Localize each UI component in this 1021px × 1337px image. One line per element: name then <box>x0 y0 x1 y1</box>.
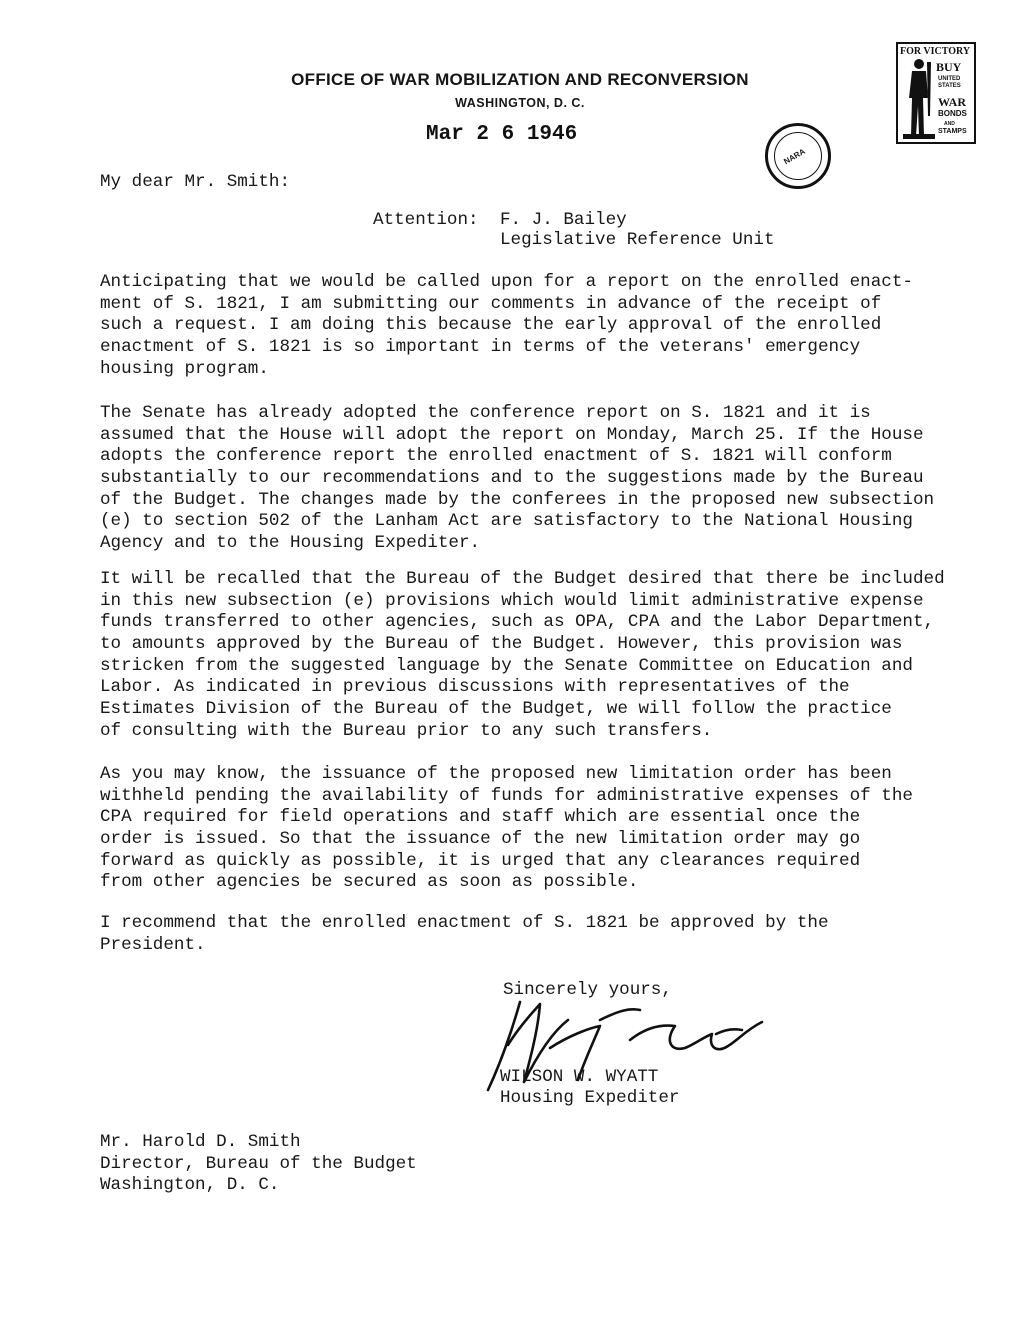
date-stamp: Mar 2 6 1946 <box>426 123 578 146</box>
bond-stamp-buy: BUY <box>936 60 962 74</box>
paragraph-line: forward as quickly as possible, it is urged that any clearances required <box>100 850 861 871</box>
paragraph-line: order is issued. So that the issuance of the new limitation order may go <box>100 829 861 850</box>
attention-label: Attention: <box>373 210 479 230</box>
bond-stamp-and: AND <box>944 121 955 127</box>
paragraph-line: from other agencies be secured as soon as possible. <box>100 872 639 893</box>
body-paragraph-3 <box>100 569 945 743</box>
seal-center-text: NARA <box>782 146 807 167</box>
signer-name: WILSON W. WYATT <box>500 1067 659 1087</box>
paragraph-line: substantially to our recommendations and to the suggestions made by the Bureau <box>100 468 924 489</box>
paragraph-line: stricken from the suggested language by the Senate Committee on Education and <box>100 655 913 676</box>
salutation: My dear Mr. Smith: <box>100 172 291 192</box>
bond-stamp-war: WAR <box>938 95 967 109</box>
minuteman-icon <box>901 56 937 140</box>
bond-stamp-stamps: STAMPS <box>938 128 967 135</box>
paragraph-line: As you may know, the issuance of the proposed new limitation order has been <box>100 764 892 784</box>
paragraph-line: of the Budget. The changes made by the conferees in the proposed new subsection <box>100 489 935 510</box>
address-line: Washington, D. C. <box>100 1175 280 1196</box>
paragraph-line: housing program. <box>100 358 269 379</box>
attention-name: F. J. Bailey <box>500 210 627 230</box>
paragraph-line: to amounts approved by the Bureau of the Budget. However, this provision was <box>100 634 903 655</box>
paragraph-line: assumed that the House will adopt the report on Monday, March 25. If the House <box>100 424 924 445</box>
closing: Sincerely yours, <box>503 980 672 1000</box>
bond-stamp-united-states: UNITED STATES <box>938 76 961 89</box>
letterhead-organization: OFFICE OF WAR MOBILIZATION AND RECONVERSION <box>291 70 749 89</box>
war-bonds-stamp <box>896 42 976 144</box>
paragraph-line: in this new subsection (e) provisions which would limit administrative expense <box>100 590 924 611</box>
paragraph-line: withheld pending the availability of funds for administrative expenses of the <box>100 785 913 806</box>
paragraph-line: adopts the conference report the enrolled enactment of S. 1821 will conform <box>100 446 892 467</box>
address-line: Director, Bureau of the Budget <box>100 1153 417 1174</box>
address-line: Mr. Harold D. Smith <box>100 1132 301 1152</box>
truman-library-seal <box>765 123 831 189</box>
body-paragraph-4 <box>100 764 913 894</box>
paragraph-line: The Senate has already adopted the conference report on S. 1821 and it is <box>100 403 871 423</box>
paragraph-line: such a request. I am doing this because the early approval of the enrolled <box>100 315 882 336</box>
letterhead-city: WASHINGTON, D. C. <box>455 96 585 110</box>
body-paragraph-1 <box>100 272 913 380</box>
paragraph-line: funds transferred to other agencies, such as OPA, CPA and the Labor Department, <box>100 612 935 633</box>
bond-stamp-for-victory: FOR VICTORY <box>900 46 971 57</box>
paragraph-line: President. <box>100 934 206 955</box>
bond-stamp-bonds: BONDS <box>938 109 967 118</box>
paragraph-line: of consulting with the Bureau prior to any such transfers. <box>100 720 713 741</box>
paragraph-line: I recommend that the enrolled enactment of S. 1821 be approved by the <box>100 913 829 933</box>
paragraph-line: ment of S. 1821, I am submitting our comments in advance of the receipt of <box>100 293 882 314</box>
paragraph-line: Anticipating that we would be called upon for a report on the enrolled enact- <box>100 272 913 292</box>
attention-unit: Legislative Reference Unit <box>500 230 775 250</box>
paragraph-line: (e) to section 502 of the Lanham Act are satisfactory to the National Housing <box>100 511 913 532</box>
paragraph-line: enactment of S. 1821 is so important in terms of the veterans' emergency <box>100 337 861 358</box>
paragraph-line: CPA required for field operations and staff which are essential once the <box>100 807 861 828</box>
body-paragraph-5 <box>100 913 829 956</box>
paragraph-line: It will be recalled that the Bureau of the Budget desired that there be included <box>100 569 945 589</box>
paragraph-line: Estimates Division of the Bureau of the Budget, we will follow the practice <box>100 699 892 720</box>
recipient-address <box>100 1132 417 1197</box>
body-paragraph-2 <box>100 403 934 555</box>
paragraph-line: Labor. As indicated in previous discussions with representatives of the <box>100 677 850 698</box>
signer-title: Housing Expediter <box>500 1088 680 1108</box>
paragraph-line: Agency and to the Housing Expediter. <box>100 533 481 554</box>
